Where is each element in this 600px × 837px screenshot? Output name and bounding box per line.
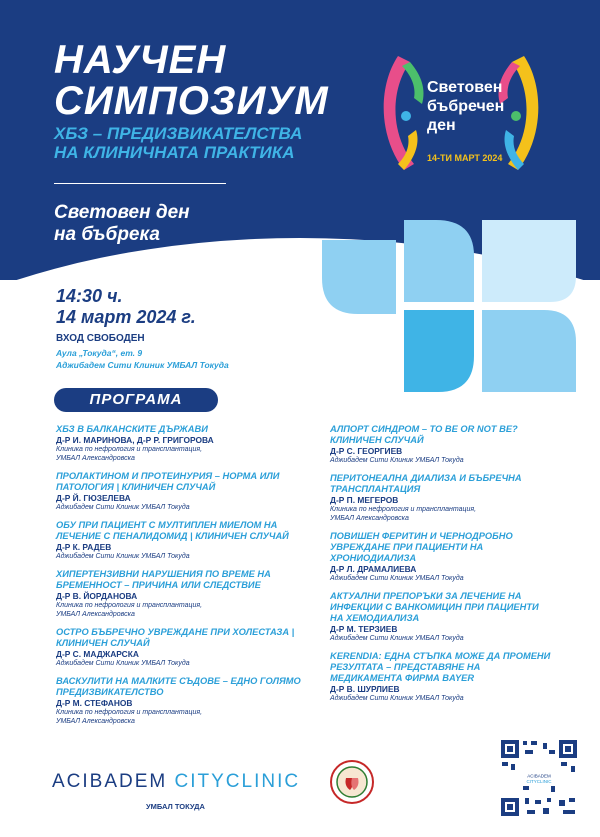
program-item [330, 424, 552, 465]
item-speaker: Д-Р К. РАДЕВ [56, 542, 112, 552]
item-title: ОСТРО БЪБРЕЧНО УВРЕЖДАНЕ ПРИ ХОЛЕСТАЗА | КЛИНИЧЕН СЛУЧАЙ [56, 627, 295, 648]
logo-date: 14-ТИ МАРТ 2024 [427, 153, 503, 163]
item-speaker: Д-Р М. ТЕРЗИЕВ [330, 624, 398, 634]
date-text: 14 март 2024 г. [56, 307, 196, 327]
item-title: KERENDIA: ЕДНА СТЪПКА МОЖЕ ДА ПРОМЕНИ РЕЗУЛТАТА – ПРЕДСТАВЯНЕ НА МЕДИКАМЕНТА ФИРМА BAYER [330, 651, 551, 683]
entry-free: ВХОД СВОБОДЕН [56, 333, 145, 344]
petal-graphic [318, 216, 576, 394]
venue [56, 347, 229, 371]
logo-line1: Световен [427, 79, 503, 96]
item-speaker: Д-Р В. ШУРЛИЕВ [330, 684, 400, 694]
item-affiliation: Аджибадем Сити Клиник УМБАЛ Токуда [56, 553, 190, 560]
item-affiliation: Клиника по нефрология и трансплантация, [56, 602, 203, 609]
venue-line2: Аджибадем Сити Клиник УМБАЛ Токуда [56, 360, 229, 370]
item-affiliation: УМБАЛ Александровска [56, 611, 135, 618]
subtitle [54, 124, 302, 162]
item-speaker: Д-Р П. МЕГЕРОВ [330, 495, 399, 505]
item-affiliation: УМБАЛ Александровска [330, 515, 409, 522]
item-affiliation: Аджибадем Сити Клиник УМБАЛ Токуда [330, 635, 464, 642]
logo-line3: ден [427, 117, 456, 134]
program-item [330, 651, 552, 703]
brand-tokuda: УМБАЛ ТОКУДА [146, 802, 205, 811]
program-column-left [56, 424, 306, 734]
item-affiliation: Клиника по нефрология и трансплантация, [56, 709, 203, 716]
item-title: АЛПОРТ СИНДРОМ – TO BE OR NOT BE? КЛИНИЧЕН СЛУЧАЙ [330, 424, 518, 445]
item-title: ПОВИШЕН ФЕРИТИН И ЧЕРНОДРОБНО УВРЕЖДАНЕ ПРИ ПАЦИЕНТИ НА ХРОНИОДИАЛИЗА [330, 531, 513, 563]
brand-acibadem: ACIBADEM [52, 771, 168, 792]
qr-brand-cityclinic: CITYCLINIC [526, 779, 552, 784]
event-time [56, 286, 196, 328]
divider [54, 183, 226, 184]
item-title: ХБЗ В БАЛКАНСКИТЕ ДЪРЖАВИ [56, 424, 208, 434]
item-affiliation: УМБАЛ Александровска [56, 718, 135, 725]
program-item [56, 569, 306, 619]
item-affiliation: Аджибадем Сити Клиник УМБАЛ Токуда [330, 457, 464, 464]
world-kidney-day [54, 202, 190, 246]
logo-line2: бъбречен [427, 98, 505, 115]
item-affiliation: Аджибадем Сити Клиник УМБАЛ Токуда [56, 504, 190, 511]
logo-text [427, 78, 504, 135]
item-affiliation: Аджибадем Сити Клиник УМБАЛ Токуда [56, 660, 190, 667]
time-text: 14:30 ч. [56, 286, 123, 306]
item-speaker: Д-Р Л. ДРАМАЛИЕВА [330, 564, 417, 574]
item-speaker: Д-Р И. МАРИНОВА, Д-Р Р. ГРИГОРОВА [56, 435, 214, 445]
program-badge: ПРОГРАМА [54, 388, 218, 412]
item-affiliation: Аджибадем Сити Клиник УМБАЛ Токуда [330, 575, 464, 582]
item-speaker: Д-Р В. ЙОРДАНОВА [56, 591, 138, 601]
item-speaker: Д-Р С. ГЕОРГИЕВ [330, 446, 403, 456]
subtitle-line2: НА КЛИНИЧНАТА ПРАКТИКА [54, 143, 295, 162]
item-speaker: Д-Р С. МАДЖАРСКА [56, 649, 139, 659]
venue-line1: Аула „Токуда“, ет. 9 [56, 348, 143, 358]
brand-cityclinic: CITYCLINIC [174, 771, 301, 792]
item-title: ОБУ ПРИ ПАЦИЕНТ С МУЛТИПЛЕН МИЕЛОМ НА ЛЕЧЕНИЕ С ПЕНАЛИДОМИД | КЛИНИЧЕН СЛУЧАЙ [56, 520, 289, 541]
qr-code [499, 738, 579, 818]
program-item [330, 531, 552, 583]
society-seal [330, 760, 374, 804]
page-title [54, 40, 329, 122]
item-affiliation: Клиника по нефрология и трансплантация, [56, 446, 203, 453]
item-title: ПЕРИТОНЕАЛНА ДИАЛИЗА И БЪБРЕЧНА ТРАНСПЛАНТАЦИЯ [330, 473, 522, 494]
item-title: ХИПЕРТЕНЗИВНИ НАРУШЕНИЯ ПО ВРЕМЕ НА БРЕМЕННОСТ – ПРИЧИНА ИЛИ СЛЕДСТВИЕ [56, 569, 271, 590]
program-item [56, 471, 306, 512]
program-item [56, 520, 306, 561]
acibadem-logo [52, 771, 300, 793]
title-line2: СИМПОЗИУМ [54, 79, 329, 123]
item-affiliation: Аджибадем Сити Клиник УМБАЛ Токуда [330, 695, 464, 702]
world-day-line2: на бъбрека [54, 224, 160, 245]
program-item [56, 424, 306, 463]
item-affiliation: УМБАЛ Александровска [56, 455, 135, 462]
program-item [330, 473, 552, 523]
qr-brand-acibadem: ACIBADEM [527, 773, 551, 779]
item-speaker: Д-Р Й. ГЮЗЕЛЕВА [56, 493, 131, 503]
item-title: АКТУАЛНИ ПРЕПОРЪКИ ЗА ЛЕЧЕНИЕ НА ИНФЕКЦИИ С ВАНКОМИЦИН ПРИ ПАЦИЕНТИ НА ХЕМОДИАЛИЗА [330, 591, 539, 623]
item-title: ВАСКУЛИТИ НА МАЛКИТЕ СЪДОВЕ – ЕДНО ГОЛЯМО ПРЕДИЗВИКАТЕЛСТВО [56, 676, 301, 697]
program-column-right [330, 424, 552, 711]
title-line1: НАУЧЕН [54, 38, 227, 82]
program-item [56, 676, 306, 726]
world-day-line1: Световен ден [54, 202, 190, 223]
subtitle-line1: ХБЗ – ПРЕДИЗВИКАТЕЛСТВА [54, 124, 303, 143]
item-affiliation: Клиника по нефрология и трансплантация, [330, 506, 477, 513]
program-item [56, 627, 306, 668]
program-item [330, 591, 552, 643]
item-speaker: Д-Р М. СТЕФАНОВ [56, 698, 133, 708]
item-title: ПРОЛАКТИНОМ И ПРОТЕИНУРИЯ – НОРМА ИЛИ ПАТОЛОГИЯ | КЛИНИЧЕН СЛУЧАЙ [56, 471, 280, 492]
